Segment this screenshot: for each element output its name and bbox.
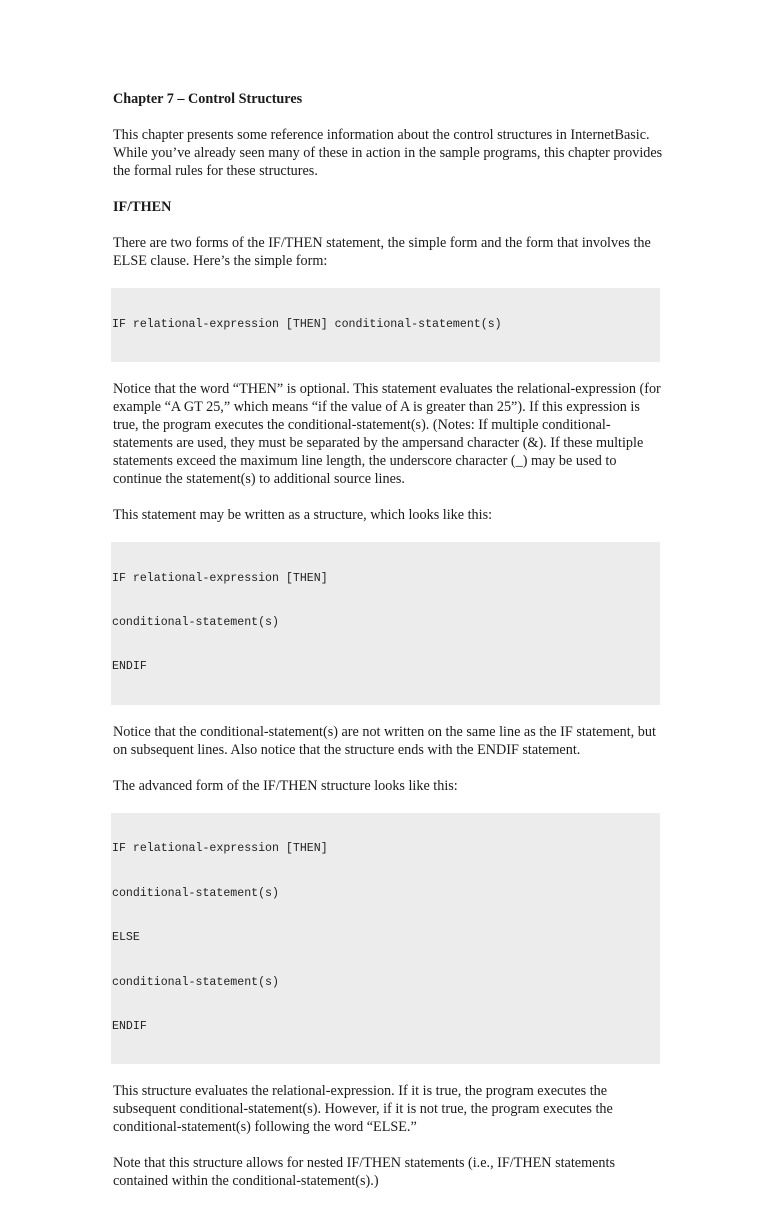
code-line: ELSE [112, 931, 140, 945]
forms-paragraph: There are two forms of the IF/THEN statement, the simple form and the form that involves the ELSE clause. Here’s the simple form: [113, 235, 651, 269]
evaluates-paragraph: This structure evaluates the relational-expression. If it is true, the program executes the subsequent conditional-statement(s). However, if it is not true, the program executes the conditional-statement(s) following the word “ELSE.” [113, 1083, 613, 1136]
code-line: conditional-statement(s) [112, 975, 279, 989]
code-line: ENDIF [112, 660, 147, 674]
structure-paragraph: This statement may be written as a structure, which looks like this: [113, 506, 493, 523]
intro-paragraph: This chapter presents some reference information about the control structures in InternetBasic. While you’ve already seen many of these in action in the sample programs, this chapter provides the formal rules for these structures. [113, 127, 663, 179]
document-page [113, 90, 665, 1208]
code-line: conditional-statement(s) [112, 886, 279, 900]
code-block-advanced [111, 813, 660, 1065]
notice-lines-paragraph: Notice that the conditional-statement(s) are not written on the same line as the IF statement, but on subsequent lines. Also notice that the structure ends with the ENDIF statement. [113, 723, 656, 758]
code-block-simple [111, 288, 660, 362]
notice-then-paragraph: Notice that the word “THEN” is optional. This statement evaluates the relational-expression (for example “A GT 25,” which means “if the value of A is greater than 25”). If this expression is true, the program executes the conditional-statement(s). (Notes: If multiple conditional-statements are used, they must be separated by the ampersand character (&). If these multiple statements exceed the maximum line length, the underscore character (_) may be used to continue the statement(s) to additional source lines. [113, 380, 661, 487]
code-line: IF relational-expression [THEN] conditional-statement(s) [112, 317, 502, 331]
nested-paragraph: Note that this structure allows for nested IF/THEN statements (i.e., IF/THEN statements contained within the conditional-statement(s).) [113, 1155, 615, 1190]
code-line: IF relational-expression [THEN] [112, 571, 328, 585]
chapter-title: Chapter 7 – Control Structures [113, 91, 303, 107]
code-block-structure [111, 542, 660, 705]
code-line: ENDIF [112, 1019, 147, 1033]
code-line: IF relational-expression [THEN] [112, 842, 328, 856]
code-line: conditional-statement(s) [112, 615, 279, 629]
advanced-paragraph: The advanced form of the IF/THEN structure looks like this: [113, 777, 458, 794]
section-heading: IF/THEN [113, 199, 172, 215]
